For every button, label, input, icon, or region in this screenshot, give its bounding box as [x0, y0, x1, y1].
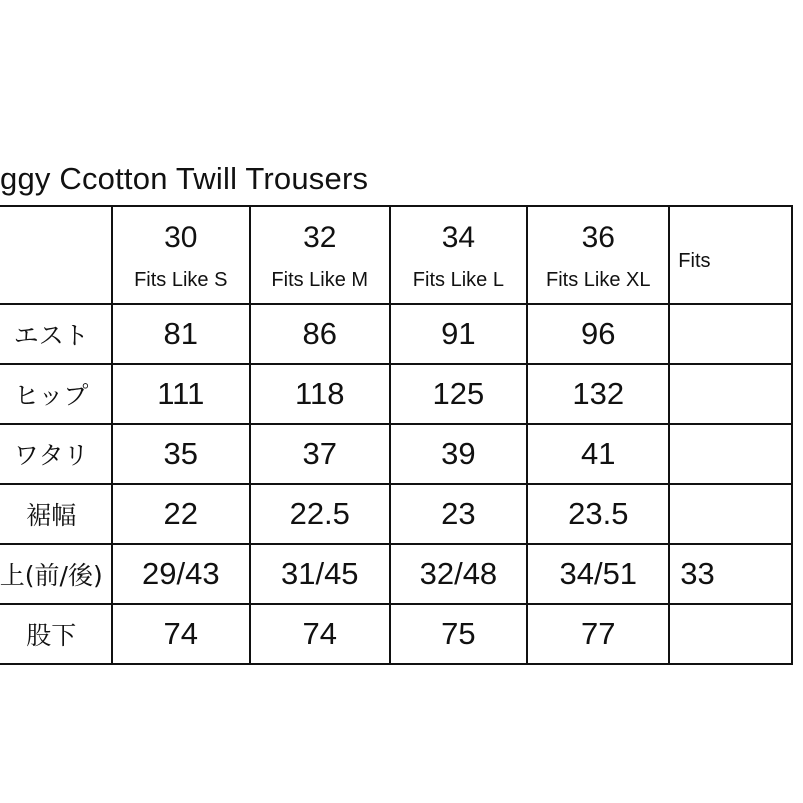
row-label: ヒップ: [0, 364, 112, 424]
table-cell: 86: [250, 304, 390, 364]
table-cell: 39: [390, 424, 528, 484]
row-label: 股下: [0, 604, 112, 664]
size-header-cell: [112, 206, 250, 304]
table-cell: [669, 604, 792, 664]
table-cell: 96: [527, 304, 669, 364]
row-label: エスト: [0, 304, 112, 364]
table-cell: 37: [250, 424, 390, 484]
table-cell: 32/48: [390, 544, 528, 604]
table-row: [0, 484, 792, 544]
size-header-cell: [527, 206, 669, 304]
fit-label: Fits Like XL: [546, 269, 651, 291]
size-table: [0, 205, 793, 665]
table-row: [0, 304, 792, 364]
table-row: [0, 424, 792, 484]
table-cell: [669, 304, 792, 364]
size-header-cell: [250, 206, 390, 304]
size-number: 30: [164, 221, 198, 254]
table-cell: 35: [112, 424, 250, 484]
table-cell: 22: [112, 484, 250, 544]
row-label: 裾幅: [0, 484, 112, 544]
fit-label: Fits Like S: [134, 269, 228, 291]
table-row: [0, 604, 792, 664]
chart-title: ggy Ccotton Twill Trousers: [0, 161, 369, 196]
table-cell: 74: [250, 604, 390, 664]
size-number: 34: [441, 221, 476, 254]
size-number: 36: [581, 221, 615, 254]
fit-label: Fits Like L: [412, 269, 504, 291]
table-cell: [669, 484, 792, 544]
corner-cell: [0, 206, 112, 304]
header-row: [0, 206, 792, 304]
size-header-cell: [669, 206, 792, 304]
table-cell: 132: [527, 364, 669, 424]
table-cell: 111: [112, 364, 250, 424]
table-cell: [669, 424, 792, 484]
size-number: 32: [303, 221, 337, 254]
table-cell: 118: [250, 364, 390, 424]
table-cell: 77: [527, 604, 669, 664]
table-cell: [669, 364, 792, 424]
table-cell: 29/43: [112, 544, 250, 604]
table-row: [0, 544, 792, 604]
table-cell: 74: [112, 604, 250, 664]
fit-label: Fits: [678, 250, 711, 272]
table-cell: 81: [112, 304, 250, 364]
table-cell: 22.5: [250, 484, 390, 544]
size-header-cell: [390, 206, 528, 304]
table-cell: 125: [390, 364, 528, 424]
table-cell: 23: [390, 484, 528, 544]
table-cell: 31/45: [250, 544, 390, 604]
fit-label: Fits Like M: [271, 269, 369, 291]
table-cell: 23.5: [527, 484, 669, 544]
table-cell: 34/51: [527, 544, 669, 604]
table-cell: 41: [527, 424, 669, 484]
table-cell: 33: [669, 544, 792, 604]
row-label: ワタリ: [0, 424, 112, 484]
table-row: [0, 364, 792, 424]
table-cell: 75: [390, 604, 528, 664]
table-cell: 91: [390, 304, 528, 364]
row-label: 上(前/後): [0, 544, 112, 604]
